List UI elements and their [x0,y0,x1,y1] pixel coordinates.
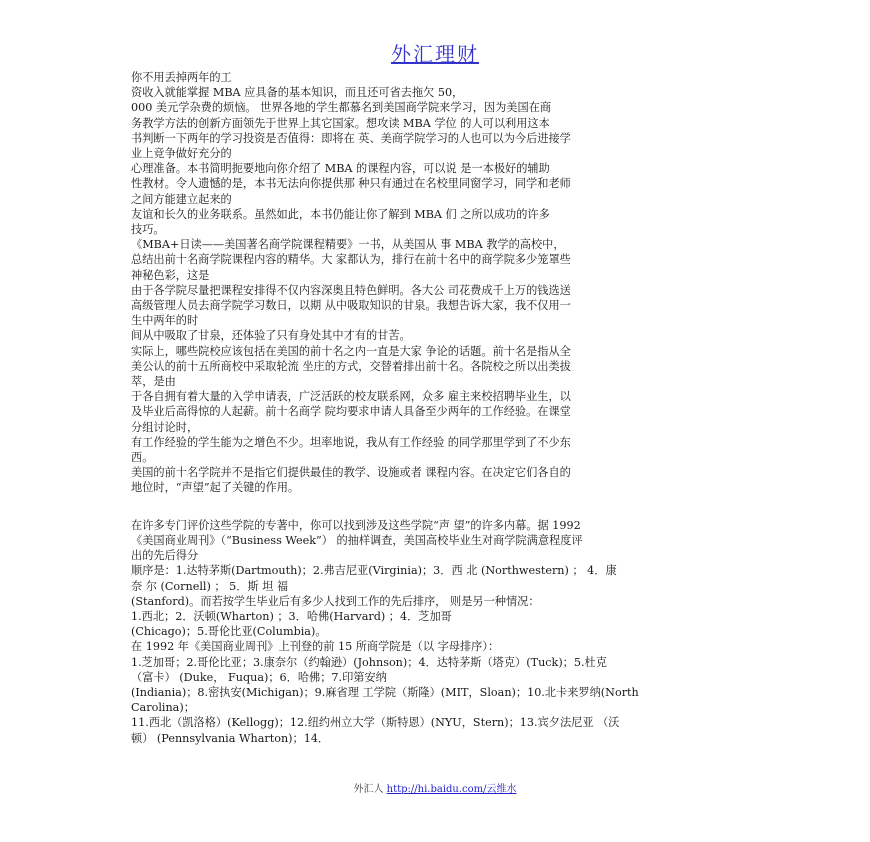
text-line: 资收入就能掌握 MBA 应具备的基本知识，而且还可省去拖欠 50， [131,86,464,100]
text-line: 生中两年的时 [131,314,199,328]
text-line: 书判断一下两年的学习投资是否值得：即将在 英、美商学院学习的人也可以为今后进接学 [131,131,571,145]
text-line: 在许多专门评价这些学院的专著中，你可以找到涉及这些学院“声 望”的许多内幕。据 1992 [131,518,581,532]
text-line: 萃，是由 [131,375,176,389]
text-line: 及毕业后高得惊的人起薪。前十名商学 院均要求申请人具备至少两年的工作经验。在课堂 [131,405,571,419]
text-line: 地位时，“声望”起了关键的作用。 [131,481,300,495]
text-line: 之间方能建立起来的 [131,192,232,206]
text-line: 有工作经验的学生能为之增色不少。坦率地说，我从有工作经验 的同学那里学到了不少东 [131,435,571,449]
text-line: 友谊和长久的业务联系。虽然如此，本书仍能让你了解到 MBA 们 之所以成功的许多 [131,207,550,221]
text-line: 顿） (Pennsylvania Wharton)；14． [131,731,330,745]
text-line: 000 美元学杂费的烦恼。 世界各地的学生都慕名到美国商学院来学习，因为美国在商 [131,101,552,115]
text-line: Carolina)； [131,701,195,715]
document-body [131,70,739,746]
text-line: 实际上，哪些院校应该包括在美国的前十名之内一直是大家 争论的话题。前十名是指从全 [131,344,571,358]
text-line: 美公认的前十五所商校中采取轮流 坐庄的方式，交替着排出前十名。各院校之所以出类拔 [131,359,571,373]
text-line: (Chicago)；5.哥伦比亚(Columbia)。 [131,625,327,639]
text-line: 美国的前十名学院并不是指它们提供最佳的教学、设施或者 课程内容。在决定它们各自的 [131,466,571,480]
text-line: 顺序是：1.达特茅斯(Dartmouth)；2.弗吉尼亚(Virginia)；3．西 北 (Northwestern) ； 4．康 [131,564,617,578]
text-line: 技巧。 [131,223,165,237]
text-line: 务教学方法的创新方面领先于世界上其它国家。想攻读 MBA 学位 的人可以利用这本 [131,116,550,130]
text-line: 间从中吸取了甘泉，还体验了只有身处其中才有的甘苦。 [131,329,411,343]
text-line: 高级管理人员去商学院学习数日，以期 从中吸取知识的甘泉。我想告诉大家，我不仅用一 [131,299,571,313]
text-line: (Indiania)；8.密执安(Michigan)；9.麻省理 工学院（斯隆）(MIT，Sloan)；10.北卡来罗纳(North [131,685,639,699]
page-title: 外汇理财 [391,42,479,66]
text-line [131,496,739,518]
text-line: 在 1992 年《美国商业周刊》上刊登的前 15 所商学院是（以 字母排序）： [131,640,500,654]
text-line: 由于各学院尽量把课程安排得不仅内容深奥且特色鲜明。各大公 司花费成千上万的钱选送 [131,283,571,297]
text-line: 奈 尔 (Cornell) ； 5．斯 坦 福 [131,579,289,593]
text-line: （富卡） (Duke， Fuqua)；6．哈佛；7.印第安纳 [131,670,387,684]
text-line: 神秘色彩，这是 [131,268,210,282]
text-line: 《美国商业周刊》（“Business Week”） 的抽样调查，美国高校毕业生对商学院满意程度评 [131,533,583,547]
text-line: 你不用丢掉两年的工 [131,71,232,84]
text-line: 西。 [131,451,154,465]
text-line: 总结出前十名商学院课程内容的精华。大 家都认为，排行在前十名中的商学院多少笼罩些 [131,253,571,267]
text-line: 1.芝加哥；2.哥伦比亚；3.康奈尔（约翰逊）(Johnson)；4．达特茅斯（塔克）(Tuck)；5.杜克 [131,655,607,669]
text-line: 11.西北（凯洛格）(Kellogg)；12.纽约州立大学（斯特恩）(NYU，Stern)；13.宾夕法尼亚 （沃 [131,716,620,730]
text-line: 《MBA+日读——美国著名商学院课程精要》一书，从美国从 事 MBA 教学的高校中， [131,238,565,252]
text-line: 分组讨论时， [131,420,199,434]
footer-link[interactable]: http://hi.baidu.com/云维水 [386,784,517,795]
text-line: 心理准备。本书简明扼要地向你介绍了 MBA 的课程内容，可以说 是一本极好的辅助 [131,162,550,176]
text-line: 出的先后得分 [131,549,199,563]
footer-prefix: 外汇人 [353,784,387,795]
text-line: 于各自拥有着大量的入学申请表，广泛活跃的校友联系网，众多 雇主来校招聘毕业生，以 [131,390,571,404]
text-line: 1.西北；2．沃顿(Wharton) ；3．哈佛(Harvard) ；4．芝加哥 [131,609,452,623]
text-line: 业上竞争做好充分的 [131,147,232,161]
text-line: 性教材。令人遗憾的是，本书无法向你提供那 种只有通过在名校里同窗学习，同学和老师 [131,177,571,191]
text-line: (Stanford)。而若按学生毕业后有多少人找到工作的先后排序， 则是另一种情况： [131,594,540,608]
page-footer [0,780,870,795]
